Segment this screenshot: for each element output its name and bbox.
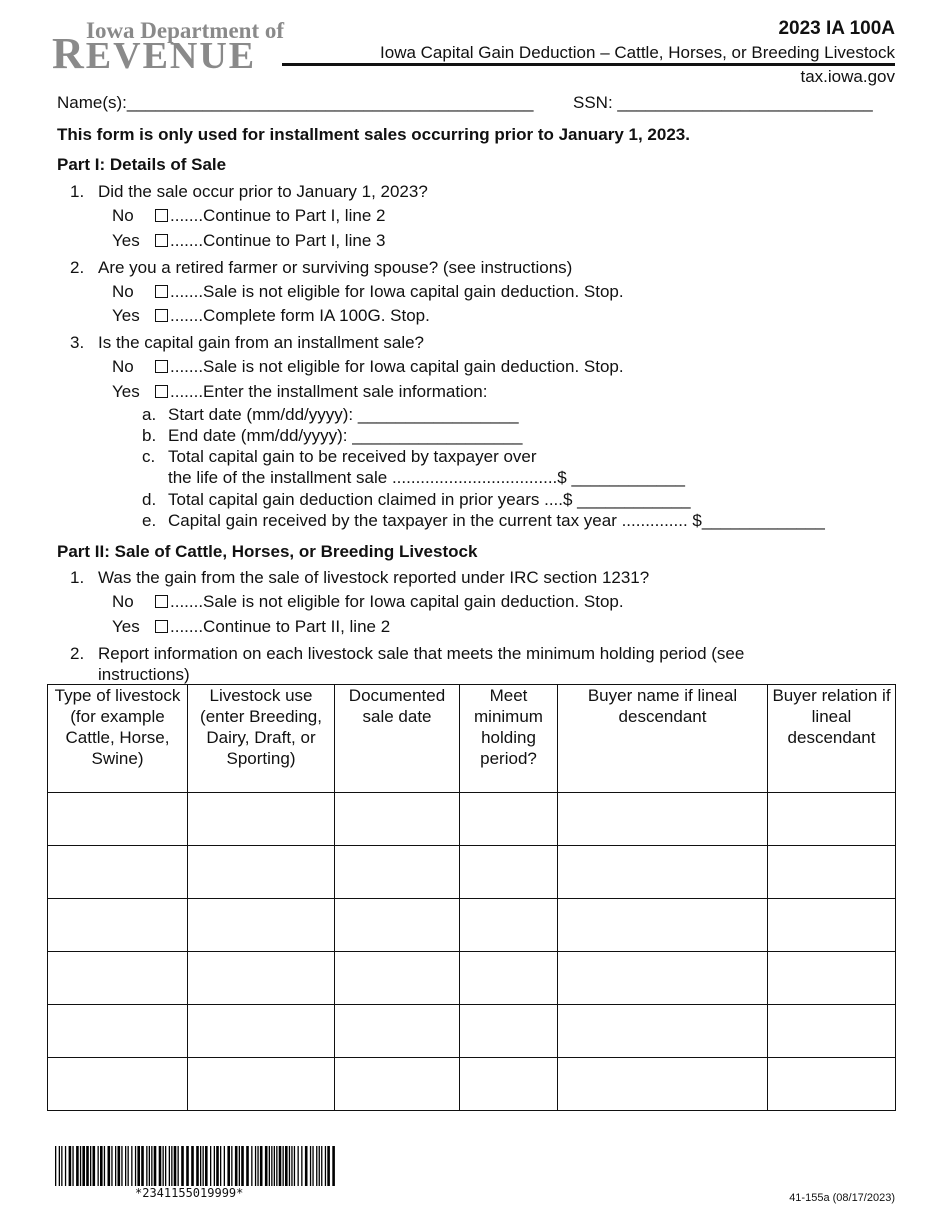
barcode-bar [321,1146,322,1186]
p1-q2-no-option[interactable] [155,282,624,302]
barcode-bar [325,1146,326,1186]
website: tax.iowa.gov [800,67,895,86]
table-cell[interactable] [48,952,188,1005]
barcode-bar [327,1146,330,1186]
table-row [48,793,896,846]
barcode-bar [131,1146,132,1186]
table-cell[interactable] [768,846,896,899]
option-text: .......Continue to Part II, line 2 [170,617,391,636]
table-row [48,1058,896,1111]
barcode-number: *2341155019999* [135,1186,244,1200]
barcode-bar [301,1146,302,1186]
table-cell[interactable] [48,846,188,899]
table-row [48,899,896,952]
barcode-bar [111,1146,112,1186]
col-header-holding-period: Meet minimum holding period? [460,685,558,793]
header-rule [282,63,895,66]
p1-q1-text: Did the sale occur prior to January 1, 2023? [98,182,428,201]
table-cell[interactable] [48,793,188,846]
option-text: .......Continue to Part I, line 2 [170,206,386,225]
barcode-bar [154,1146,157,1186]
barcode-bar [224,1146,225,1186]
table-cell[interactable] [48,899,188,952]
form-revision-code: 41-155a (08/17/2023) [789,1192,895,1204]
table-cell[interactable] [460,1005,558,1058]
table-cell[interactable] [335,952,460,1005]
barcode-bar [251,1146,252,1186]
barcode-bar [231,1146,232,1186]
barcode-bar [104,1146,105,1186]
barcode-bar [141,1146,144,1186]
barcode-bar [121,1146,122,1186]
barcode-bar [80,1146,81,1186]
option-text: .......Sale is not eligible for Iowa capital gain deduction. Stop. [170,357,624,376]
barcode-bar [90,1146,91,1186]
barcode [55,1146,337,1186]
prior-deduction-field[interactable]: Total capital gain deduction claimed in prior years ....$ ____________ [168,490,691,509]
barcode-bar [178,1146,179,1186]
table-cell[interactable] [188,1058,335,1111]
barcode-bar [289,1146,290,1186]
checkbox[interactable] [155,595,168,608]
table-cell[interactable] [558,1005,768,1058]
table-cell[interactable] [335,1005,460,1058]
barcode-bar [151,1146,152,1186]
p1-q2-yes-option[interactable] [155,306,430,326]
barcode-bar [271,1146,272,1186]
barcode-bar [257,1146,258,1186]
p1-q3e-letter: e. [142,511,157,530]
checkbox[interactable] [155,385,168,398]
agency-name-line: Iowa Department of [86,18,285,43]
logo-initial: R [52,29,86,78]
barcode-bar [210,1146,211,1186]
table-cell[interactable] [335,846,460,899]
barcode-bar [235,1146,238,1186]
name-label: Name(s): [57,93,127,112]
option-text: .......Sale is not eligible for Iowa capital gain deduction. Stop. [170,282,624,301]
barcode-bar [316,1146,317,1186]
p1-q1-no-option[interactable] [155,206,385,226]
table-cell[interactable] [768,1058,896,1111]
p1-q1-number: 1. [70,182,85,201]
barcode-bar [181,1146,184,1186]
barcode-bar [169,1146,170,1186]
option-text: .......Continue to Part I, line 3 [170,231,386,250]
p1-q2-yes-label: Yes [112,306,140,325]
barcode-bar [100,1146,103,1186]
table-cell[interactable] [460,952,558,1005]
table-row [48,846,896,899]
barcode-bar [241,1146,244,1186]
table-cell[interactable] [460,1058,558,1111]
table-cell[interactable] [558,1058,768,1111]
current-year-gain-field[interactable]: Capital gain received by the taxpayer in the current tax year .............. $_____________ [168,511,825,530]
col-header-sale-date: Documented sale date [335,685,460,793]
p1-q3-no-option[interactable] [155,357,624,377]
p1-q3c-letter: c. [142,447,156,466]
ssn-field[interactable] [573,93,873,113]
barcode-bar [159,1146,162,1186]
table-cell[interactable] [558,793,768,846]
form-id: 2023 IA 100A [778,18,895,39]
p1-q3-number: 3. [70,333,85,352]
col-header-buyer-name: Buyer name if lineal descendant [558,685,768,793]
p2-q2-text: Report information on each livestock sale that meets the minimum holding period (see [98,644,745,663]
p1-q3b-letter: b. [142,426,157,445]
table-cell[interactable] [188,846,335,899]
part1-heading: Part I: Details of Sale [57,155,227,174]
p2-q1-no-option[interactable] [155,592,624,612]
table-cell[interactable] [768,1005,896,1058]
table-cell[interactable] [48,1005,188,1058]
p1-q2-text: Are you a retired farmer or surviving spouse? (see instructions) [98,258,573,277]
barcode-bar [125,1146,126,1186]
form-title: Iowa Capital Gain Deduction – Cattle, Horses, or Breeding Livestock [380,43,895,62]
checkbox[interactable] [155,620,168,633]
barcode-bar [128,1146,129,1186]
p1-q3d-letter: d. [142,490,157,509]
table-header-row [48,685,896,793]
barcode-bar [246,1146,249,1186]
barcode-bar [165,1146,166,1186]
p1-q3-yes-option[interactable] [155,382,487,402]
barcode-bar [239,1146,240,1186]
barcode-bar [108,1146,111,1186]
barcode-bar [61,1146,62,1186]
barcode-bar [171,1146,172,1186]
barcode-bar [319,1146,320,1186]
p2-q1-yes-option[interactable] [155,617,390,637]
barcode-bar [55,1146,56,1186]
p1-q3-text: Is the capital gain from an installment sale? [98,333,425,352]
table-cell[interactable] [460,899,558,952]
barcode-bar [146,1146,147,1186]
table-cell[interactable] [188,952,335,1005]
p2-q1-no-label: No [112,592,134,611]
table-cell[interactable] [48,1058,188,1111]
part2-heading: Part II: Sale of Cattle, Horses, or Breeding Livestock [57,542,478,561]
p2-q2-text-cont: instructions) [98,665,190,684]
barcode-bar [118,1146,121,1186]
barcode-bar [310,1146,311,1186]
table-row [48,1005,896,1058]
table-cell[interactable] [335,899,460,952]
barcode-bar [260,1146,263,1186]
start-date-field[interactable]: Start date (mm/dd/yyyy): _________________ [168,405,519,424]
option-text: .......Sale is not eligible for Iowa capital gain deduction. Stop. [170,592,624,611]
option-text: .......Enter the installment sale information: [170,382,488,401]
barcode-bar [186,1146,189,1186]
p1-q3a-letter: a. [142,405,157,424]
barcode-bar [149,1146,150,1186]
col-header-livestock-type: Type of livestock (for example Cattle, Horse, Swine) [48,685,188,793]
barcode-bar [294,1146,295,1186]
table-cell[interactable] [768,899,896,952]
form-notice: This form is only used for installment sales occurring prior to January 1, 2023. [57,125,690,144]
barcode-bar [191,1146,194,1186]
col-header-livestock-use: Livestock use (enter Breeding, Dairy, Draft, or Sporting) [188,685,335,793]
barcode-bar [65,1146,66,1186]
barcode-bar [305,1146,308,1186]
table-row [48,952,896,1005]
table-cell[interactable] [768,793,896,846]
table-cell[interactable] [460,793,558,846]
table-cell[interactable] [335,793,460,846]
logo-rest: EVENUE [85,35,257,77]
barcode-bar [203,1146,204,1186]
barcode-bar [216,1146,219,1186]
barcode-bar [220,1146,221,1186]
table-cell[interactable] [188,1005,335,1058]
barcode-bar [98,1146,99,1186]
p1-q1-yes-label: Yes [112,231,140,250]
table-cell[interactable] [768,952,896,1005]
barcode-bar [283,1146,284,1186]
p1-q3-yes-label: Yes [112,382,140,401]
table-cell[interactable] [558,899,768,952]
total-gain-label: Total capital gain to be received by taxpayer over [168,447,537,466]
barcode-bar [93,1146,96,1186]
table-cell[interactable] [558,846,768,899]
col-header-buyer-relation: Buyer relation if lineal descendant [768,685,896,793]
table-cell[interactable] [188,899,335,952]
p2-q1-text: Was the gain from the sale of livestock reported under IRC section 1231? [98,568,650,587]
p1-q1-no-label: No [112,206,134,225]
total-gain-field[interactable]: the life of the installment sale ...................................$ ____________ [168,468,685,487]
barcode-bar [135,1146,136,1186]
p2-q2-number: 2. [70,644,85,663]
barcode-bar [174,1146,177,1186]
barcode-bar [291,1146,292,1186]
table-cell[interactable] [335,1058,460,1111]
end-date-field[interactable]: End date (mm/dd/yyyy): __________________ [168,426,523,445]
table-cell[interactable] [558,952,768,1005]
barcode-bar [274,1146,275,1186]
name-blank[interactable]: ___________________________________________ [126,93,534,112]
barcode-bar [255,1146,256,1186]
barcode-bar [59,1146,60,1186]
ssn-label: SSN: [573,93,613,112]
p1-q2-no-label: No [112,282,134,301]
livestock-sales-table [47,684,896,1111]
checkbox[interactable] [155,285,168,298]
barcode-bar [205,1146,208,1186]
barcode-bar [82,1146,85,1186]
barcode-bar [269,1146,270,1186]
p1-q1-yes-option[interactable] [155,231,385,251]
table-cell[interactable] [460,846,558,899]
barcode-bar [265,1146,268,1186]
p1-q2-number: 2. [70,258,85,277]
barcode-bar [279,1146,282,1186]
barcode-bar [214,1146,215,1186]
barcode-bar [163,1146,164,1186]
barcode-bar [115,1146,116,1186]
table-cell[interactable] [188,793,335,846]
p1-q3-no-label: No [112,357,134,376]
checkbox[interactable] [155,209,168,222]
option-text: .......Complete form IA 100G. Stop. [170,306,430,325]
checkbox[interactable] [155,234,168,247]
barcode-bar [227,1146,230,1186]
barcode-bar [86,1146,89,1186]
barcode-bar [200,1146,201,1186]
barcode-bar [298,1146,299,1186]
ssn-blank[interactable]: ___________________________ [617,93,873,112]
barcode-bar [137,1146,140,1186]
name-field[interactable] [57,93,533,113]
barcode-bar [312,1146,313,1186]
barcode-bar [276,1146,277,1186]
barcode-bar [196,1146,199,1186]
checkbox[interactable] [155,309,168,322]
barcode-bar [69,1146,72,1186]
barcode-bar [72,1146,73,1186]
barcode-bar [285,1146,288,1186]
barcode-bar [332,1146,335,1186]
barcode-bar [76,1146,79,1186]
p2-q1-yes-label: Yes [112,617,140,636]
checkbox[interactable] [155,360,168,373]
agency-logo-revenue [52,29,257,85]
p2-q1-number: 1. [70,568,85,587]
